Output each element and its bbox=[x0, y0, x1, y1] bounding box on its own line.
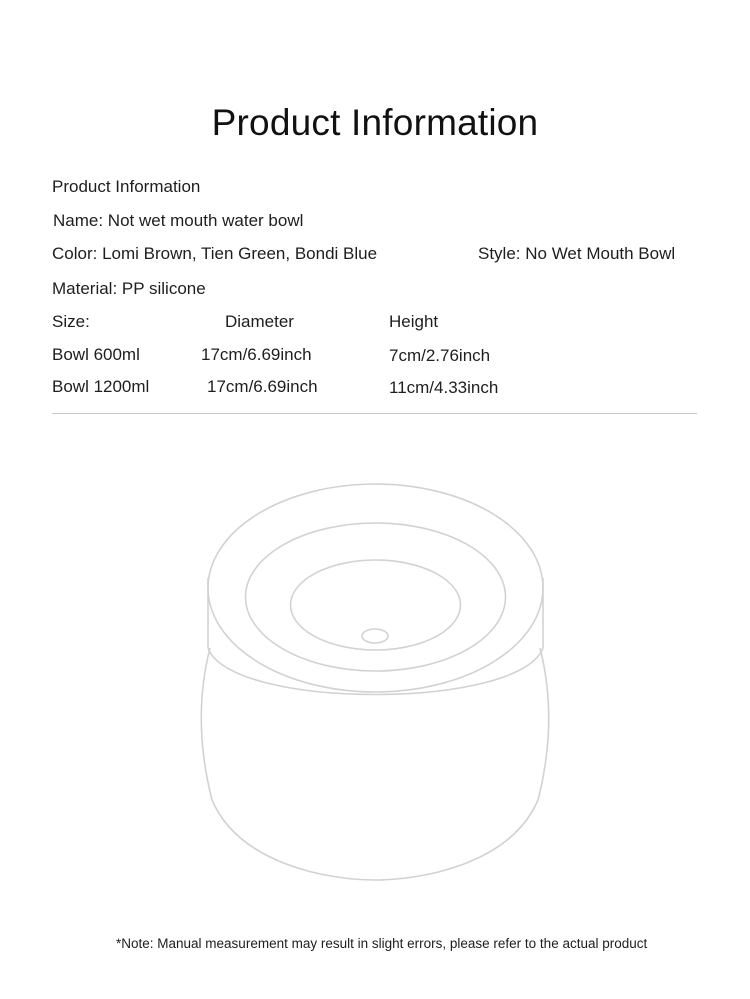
row-1200-diameter: 17cm/6.69inch bbox=[207, 377, 318, 396]
row-1200-size: Bowl 1200ml bbox=[52, 377, 150, 396]
product-material: Material: PP silicone bbox=[52, 279, 206, 298]
bowl-inner-rim bbox=[246, 523, 506, 671]
info-heading: Product Information bbox=[52, 177, 201, 196]
row-600-height: 7cm/2.76inch bbox=[389, 346, 491, 365]
product-info-section bbox=[0, 0, 750, 420]
measurement-note: *Note: Manual measurement may result in slight errors, please refer to the actual product bbox=[116, 936, 648, 951]
row-600-diameter: 17cm/6.69inch bbox=[201, 345, 312, 364]
page-title: Product Information bbox=[211, 101, 539, 143]
product-style: Style: No Wet Mouth Bowl bbox=[478, 244, 676, 263]
bowl-center-hole bbox=[362, 629, 388, 643]
bowl-line-drawing bbox=[190, 470, 570, 890]
section-divider bbox=[52, 413, 697, 414]
size-header: Size: bbox=[52, 312, 90, 331]
product-name: Name: Not wet mouth water bowl bbox=[53, 211, 304, 230]
bowl-basin bbox=[291, 560, 461, 650]
height-header: Height bbox=[389, 312, 439, 331]
row-1200-height: 11cm/4.33inch bbox=[389, 378, 499, 397]
diameter-header: Diameter bbox=[225, 312, 294, 331]
bowl-outer-rim bbox=[208, 484, 543, 692]
bowl-body-outline bbox=[201, 648, 549, 880]
row-600-size: Bowl 600ml bbox=[52, 345, 140, 364]
product-colors: Color: Lomi Brown, Tien Green, Bondi Blue bbox=[52, 244, 378, 263]
